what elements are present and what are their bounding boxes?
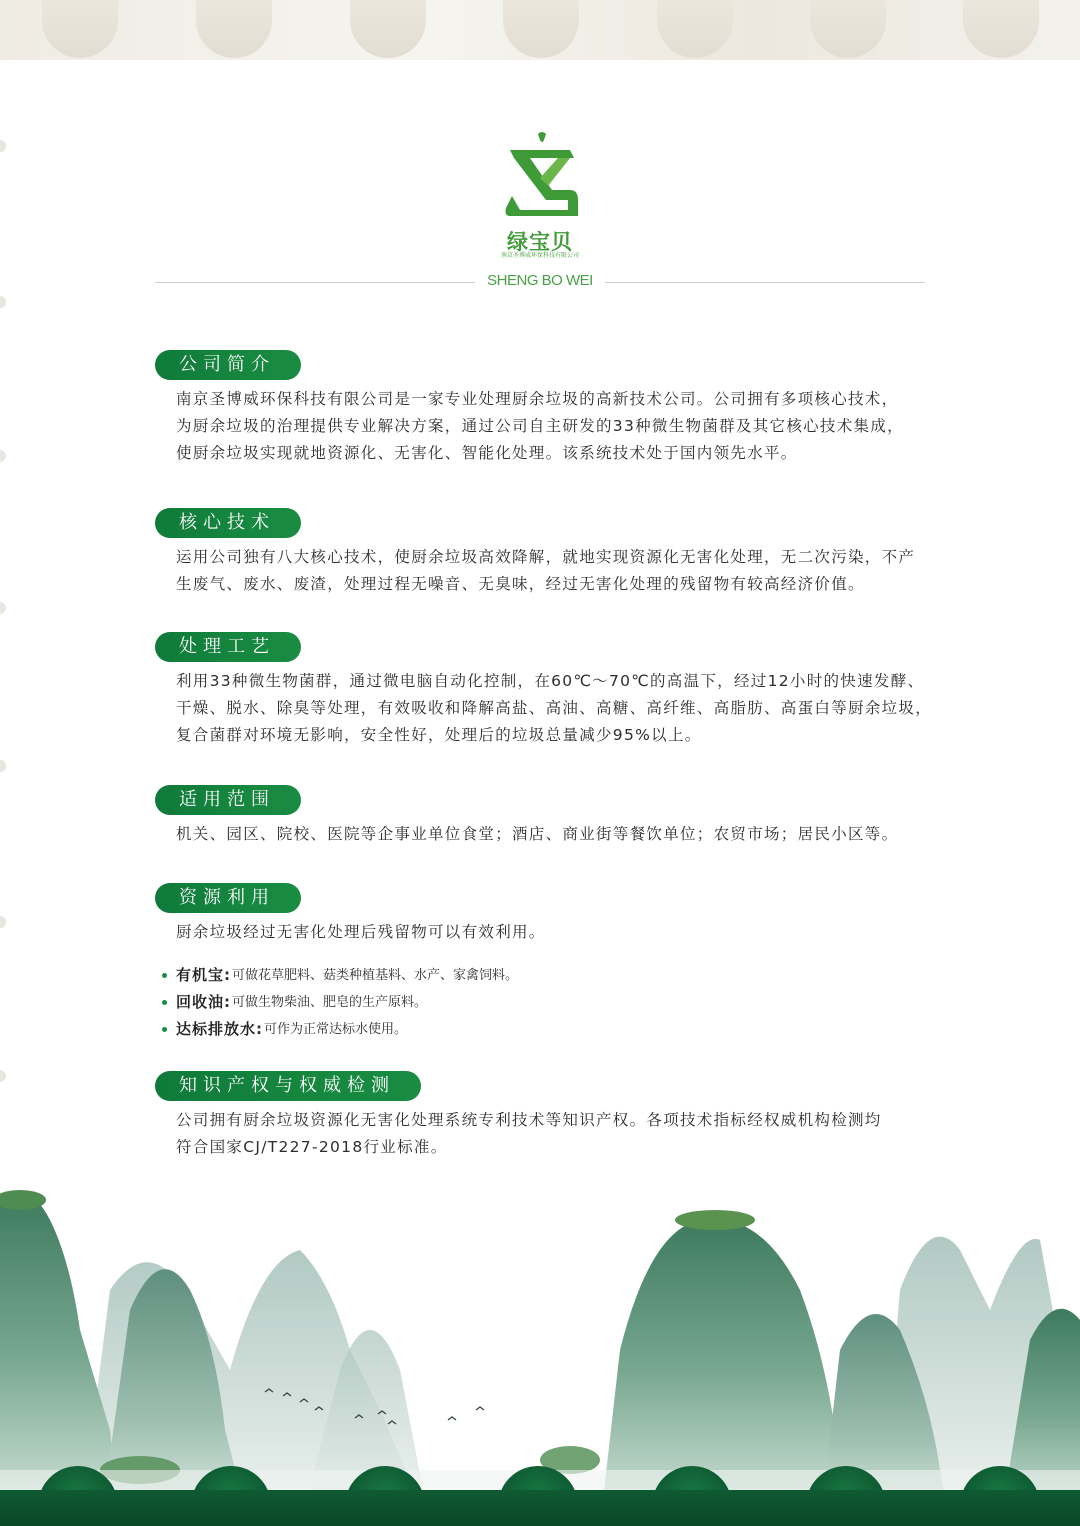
- section-paragraph: [176, 821, 936, 848]
- section-process: [155, 632, 935, 749]
- logo-company-name: 南京圣博威环保科技有限公司: [500, 252, 579, 259]
- paragraph-line: 符合国家CJ/T227-2018行业标准。: [176, 1138, 448, 1156]
- divider-line-right: [605, 282, 925, 283]
- paragraph-line: 厨余垃圾经过无害化处理后残留物可以有效利用。: [176, 923, 546, 941]
- bullet-list: [162, 962, 935, 1043]
- bullet-value: 可作为正常达标水使用。: [264, 1022, 408, 1037]
- section-title: 知识产权与权威检测: [155, 1071, 421, 1101]
- list-item: 回收油 : 可做生物柴油、肥皂的生产原料。: [162, 989, 935, 1016]
- bullet-key: 有机宝: [176, 966, 225, 984]
- section-title: 处理工艺: [155, 632, 301, 662]
- section-ip-certification: [155, 1071, 935, 1161]
- paragraph-line: 南京圣博威环保科技有限公司是一家专业处理厨余垃圾的高新技术公司。公司拥有多项核心技术，: [176, 390, 899, 408]
- edge-dot: [0, 296, 6, 308]
- paragraph-line: 利用33种微生物菌群，通过微电脑自动化控制，在60℃～70℃的高温下，经过12小时的快速发酵、: [176, 672, 925, 690]
- paragraph-line: 生废气、废水、废渣，处理过程无噪音、无臭味，经过无害化处理的残留物有较高经济价值。: [176, 575, 865, 593]
- edge-dot: [0, 140, 6, 152]
- section-title: 核心技术: [155, 508, 301, 538]
- paragraph-line: 复合菌群对环境无影响，安全性好，处理后的垃圾总量减少95%以上。: [176, 726, 702, 744]
- edge-dot: [0, 916, 6, 928]
- bullet-icon: [162, 973, 167, 978]
- section-title: 适用范围: [155, 785, 301, 815]
- section-paragraph: [176, 919, 936, 946]
- bullet-icon: [162, 1027, 167, 1032]
- edge-dot: [0, 760, 6, 772]
- edge-dot: [0, 602, 6, 614]
- section-paragraph: [176, 386, 936, 467]
- bullet-value: 可做花草肥料、菇类种植基料、水产、家禽饲料。: [232, 968, 519, 983]
- section-resource-use: [155, 883, 935, 1043]
- divider-line-left: [155, 282, 475, 283]
- section-paragraph: [176, 668, 936, 749]
- bullet-key: 达标排放水: [176, 1020, 257, 1038]
- bullet-icon: [162, 1000, 167, 1005]
- edge-dot: [0, 1070, 6, 1082]
- paragraph-line: 机关、园区、院校、医院等企事业单位食堂；酒店、商业街等餐饮单位；农贸市场；居民小区等。: [176, 825, 899, 843]
- list-item: 达标排放水 : 可作为正常达标水使用。: [162, 1016, 935, 1043]
- paragraph-line: 公司拥有厨余垃圾资源化无害化处理系统专利技术等知识产权。各项技术指标经权威机构检测均: [176, 1111, 882, 1129]
- section-core-technology: [155, 508, 935, 598]
- bullet-value: 可做生物柴油、肥皂的生产原料。: [232, 995, 428, 1010]
- list-item: 有机宝 : 可做花草肥料、菇类种植基料、水产、家禽饲料。: [162, 962, 935, 989]
- section-company-intro: [155, 350, 935, 467]
- paragraph-line: 为厨余垃圾的治理提供专业解决方案，通过公司自主研发的33种微生物菌群及其它核心技术集成，: [176, 417, 904, 435]
- section-paragraph: [176, 1107, 936, 1161]
- section-scope: [155, 785, 935, 848]
- paragraph-line: 运用公司独有八大核心技术，使厨余垃圾高效降解，就地实现资源化无害化处理，无二次污染，不产: [176, 548, 916, 566]
- section-title: 公司简介: [155, 350, 301, 380]
- logo-name: 绿宝贝: [507, 230, 573, 254]
- bullet-key: 回收油: [176, 993, 225, 1011]
- brand-english-name: SHENG BO WEI: [487, 272, 593, 289]
- edge-dot: [0, 450, 6, 462]
- paragraph-line: 使厨余垃圾实现就地资源化、无害化、智能化处理。该系统技术处于国内领先水平。: [176, 444, 798, 462]
- section-paragraph: [176, 544, 936, 598]
- section-title: 资源利用: [155, 883, 301, 913]
- bottom-decorative-bar: [0, 1490, 1080, 1526]
- paragraph-line: 干燥、脱水、除臭等处理，有效吸收和降解高盐、高油、高糖、高纤维、高脂肪、高蛋白等厨余垃圾，: [176, 699, 933, 717]
